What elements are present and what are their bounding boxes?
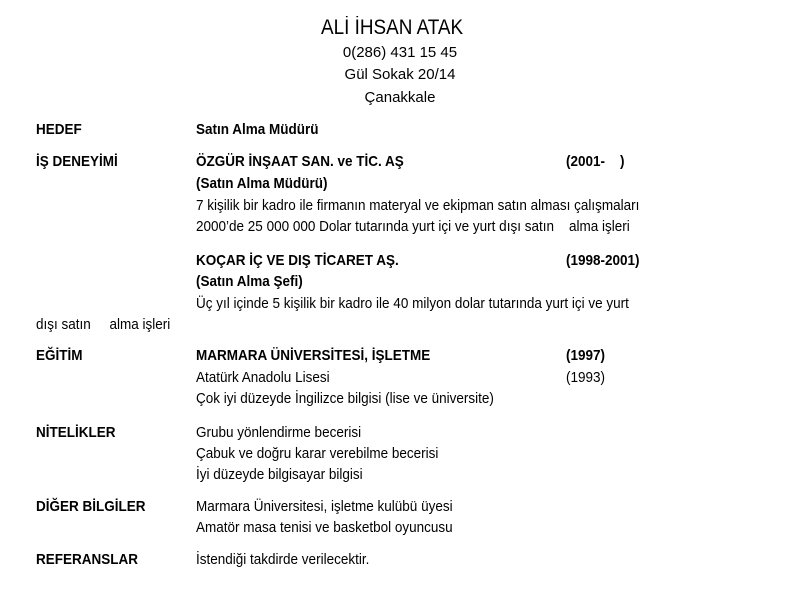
skill-item: İyi düzeyde bilgisayar bilgisi: [196, 466, 363, 483]
education-item: MARMARA ÜNİVERSİTESİ, İŞLETME: [196, 347, 431, 364]
skill-item: Grubu yönlendirme becerisi: [196, 424, 362, 441]
resume-name: ALİ İHSAN ATAK: [321, 16, 464, 39]
job-company: KOÇAR İÇ VE DIŞ TİCARET AŞ.: [196, 252, 399, 269]
job-description-line: 2000’de 25 000 000 Dolar tutarında yurt içi ve yurt dışı satın alma işleri: [196, 218, 630, 235]
job-role: (Satın Alma Şefi): [196, 273, 303, 290]
section-label-experience: İŞ DENEYİMİ: [36, 153, 118, 170]
section-label-skills: NİTELİKLER: [36, 424, 116, 441]
section-label-objective: HEDEF: [36, 121, 82, 138]
education-year: (1993): [566, 369, 606, 386]
other-info-item: Amatör masa tenisi ve basketbol oyuncusu: [196, 519, 453, 536]
job-dates: (2001- ): [566, 153, 625, 170]
job-company: ÖZGÜR İNŞAAT SAN. ve TİC. AŞ: [196, 153, 404, 170]
skill-item: Çabuk ve doğru karar verebilme becerisi: [196, 445, 439, 462]
phone-number: 0(286) 431 15 45: [342, 44, 458, 61]
job-role: (Satın Alma Müdürü): [196, 175, 328, 192]
education-item: Çok iyi düzeyde İngilizce bilgisi (lise ve üniversite): [196, 390, 494, 407]
job-dates: (1998-2001): [566, 252, 640, 269]
street-address: Gül Sokak 20/14: [344, 66, 456, 83]
job-description-line: Üç yıl içinde 5 kişilik bir kadro ile 40 milyon dolar tutarında yurt içi ve yurt: [196, 295, 629, 312]
job-description-line: dışı satın alma işleri: [36, 316, 171, 333]
section-label-education: EĞİTİM: [36, 347, 83, 364]
references-value: İstendiği takdirde verilecektir.: [196, 551, 370, 568]
city: Çanakkale: [364, 89, 436, 106]
education-item: Atatürk Anadolu Lisesi: [196, 369, 330, 386]
job-description-line: 7 kişilik bir kadro ile firmanın materyal ve ekipman satın alması çalışmaları: [196, 197, 640, 214]
objective-value: Satın Alma Müdürü: [196, 121, 319, 138]
other-info-item: Marmara Üniversitesi, işletme kulübü üyesi: [196, 498, 453, 515]
section-label-other: DİĞER BİLGİLER: [36, 498, 146, 515]
education-year: (1997): [566, 347, 606, 364]
section-label-references: REFERANSLAR: [36, 551, 139, 568]
